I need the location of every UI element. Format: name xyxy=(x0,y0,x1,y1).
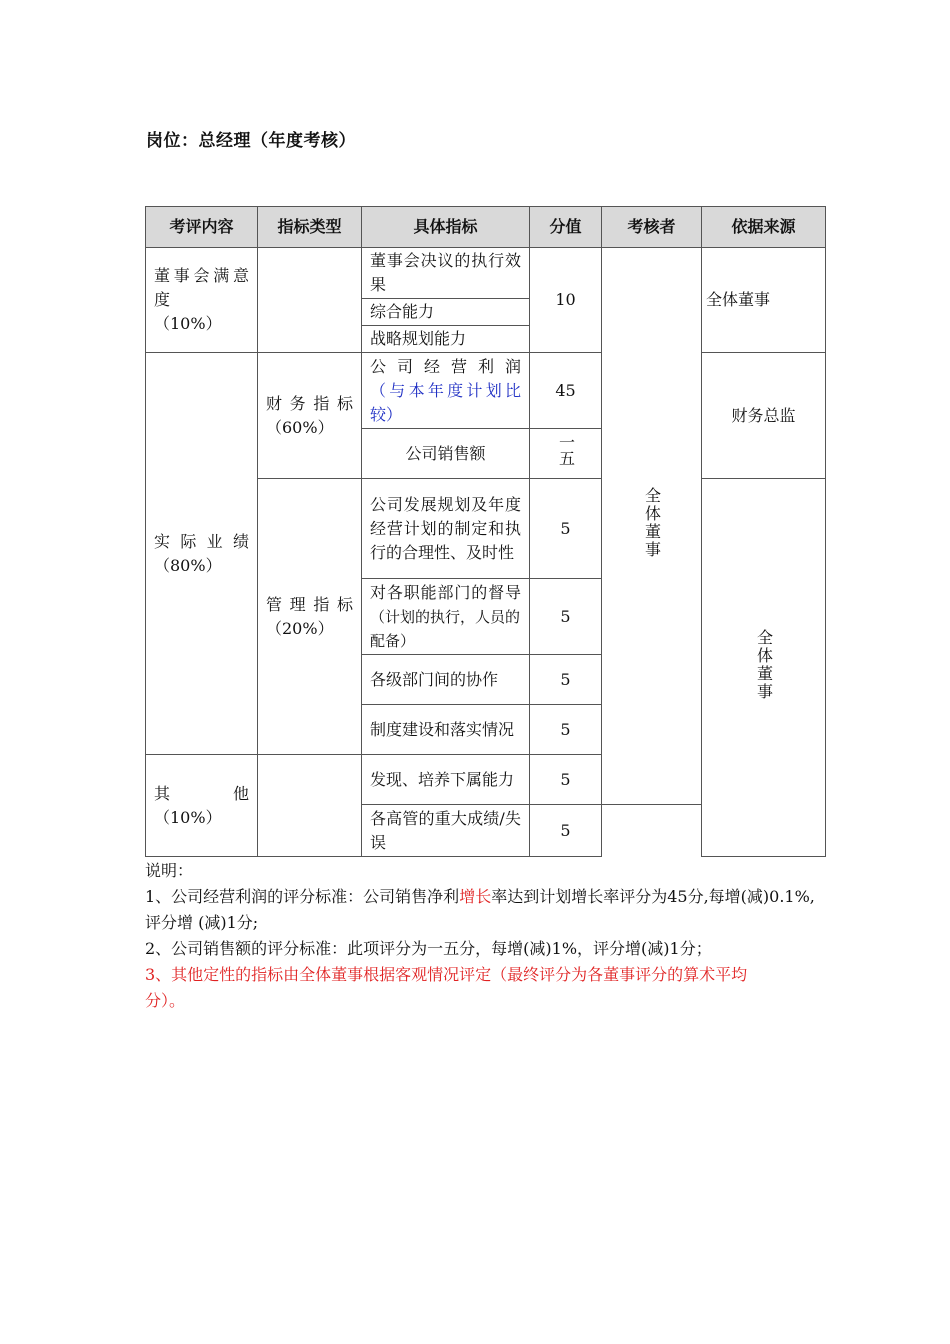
header-score: 分值 xyxy=(530,207,602,248)
indicator-cell: 战略规划能力 xyxy=(362,326,530,353)
category-actual-performance: 实际业绩 （80%） xyxy=(146,353,258,755)
header-indicator: 具体指标 xyxy=(362,207,530,248)
category-other: 其他 （10%） xyxy=(146,755,258,857)
score-cell: 一五 xyxy=(530,429,602,479)
table-header-row xyxy=(146,207,826,248)
type-finance: 财务指标 （60%） xyxy=(258,353,362,479)
type-management: 管理指标 （20%） xyxy=(258,479,362,755)
indicator-cell: 制度建设和落实情况 xyxy=(362,705,530,755)
evaluator-cell: 全体董事 xyxy=(602,248,702,805)
indicator-cell: 董事会决议的执行效果 xyxy=(362,248,530,299)
notes-section xyxy=(145,858,825,1014)
header-type: 指标类型 xyxy=(258,207,362,248)
indicator-sales: 公司销售额 xyxy=(362,429,530,479)
score-cell: 5 xyxy=(530,805,602,857)
indicator-cell: 综合能力 xyxy=(362,299,530,326)
header-content: 考评内容 xyxy=(146,207,258,248)
table-row xyxy=(146,353,826,429)
source-lower: 全体董事 xyxy=(702,479,826,857)
score-cell: 5 xyxy=(530,655,602,705)
profit-note: （与本年度计划比较） xyxy=(370,380,521,424)
indicator-cell: 各高管的重大成绩/失误 xyxy=(362,805,530,857)
note-3: 3、其他定性的指标由全体董事根据客观情况评定（最终评分为各董事评分的算术平均分）。 xyxy=(145,965,748,1010)
score-cell: 5 xyxy=(530,755,602,805)
page-title: 岗位：总经理（年度考核） xyxy=(146,131,356,151)
score-cell: 5 xyxy=(530,479,602,579)
notes-heading: 说明： xyxy=(145,861,194,880)
score-cell: 10 xyxy=(530,248,602,353)
table-row xyxy=(146,248,826,299)
source-finance: 财务总监 xyxy=(702,353,826,479)
source-board: 全体董事 xyxy=(702,248,826,353)
indicator-profit: 公司经营利润 （与本年度计划比较） xyxy=(362,353,530,429)
assessment-table xyxy=(145,206,826,857)
note-2: 2、公司销售额的评分标准：此项评分为一五分，每增(减)1%，评分增(减)1分； xyxy=(145,939,712,958)
header-evaluator: 考核者 xyxy=(602,207,702,248)
header-source: 依据来源 xyxy=(702,207,826,248)
indicator-cell: 发现、培养下属能力 xyxy=(362,755,530,805)
score-cell: 45 xyxy=(530,353,602,429)
score-cell: 5 xyxy=(530,705,602,755)
indicator-cell: 各级部门间的协作 xyxy=(362,655,530,705)
indicator-cell: 对各职能部门的督导 （计划的执行，人员的配备） xyxy=(362,579,530,655)
score-cell: 5 xyxy=(530,579,602,655)
indicator-cell: 公司发展规划及年度经营计划的制定和执行的合理性、及时性 xyxy=(362,479,530,579)
note-1: 1、公司经营利润的评分标准：公司销售净利增长率达到计划增长率评分为45分,每增(减)0.1%,评分增 (减)1分; xyxy=(145,887,815,932)
type-empty-2 xyxy=(258,755,362,857)
type-empty-1 xyxy=(258,248,362,353)
category-board-satisfaction: 董事会满意度 （10%） xyxy=(146,248,258,353)
